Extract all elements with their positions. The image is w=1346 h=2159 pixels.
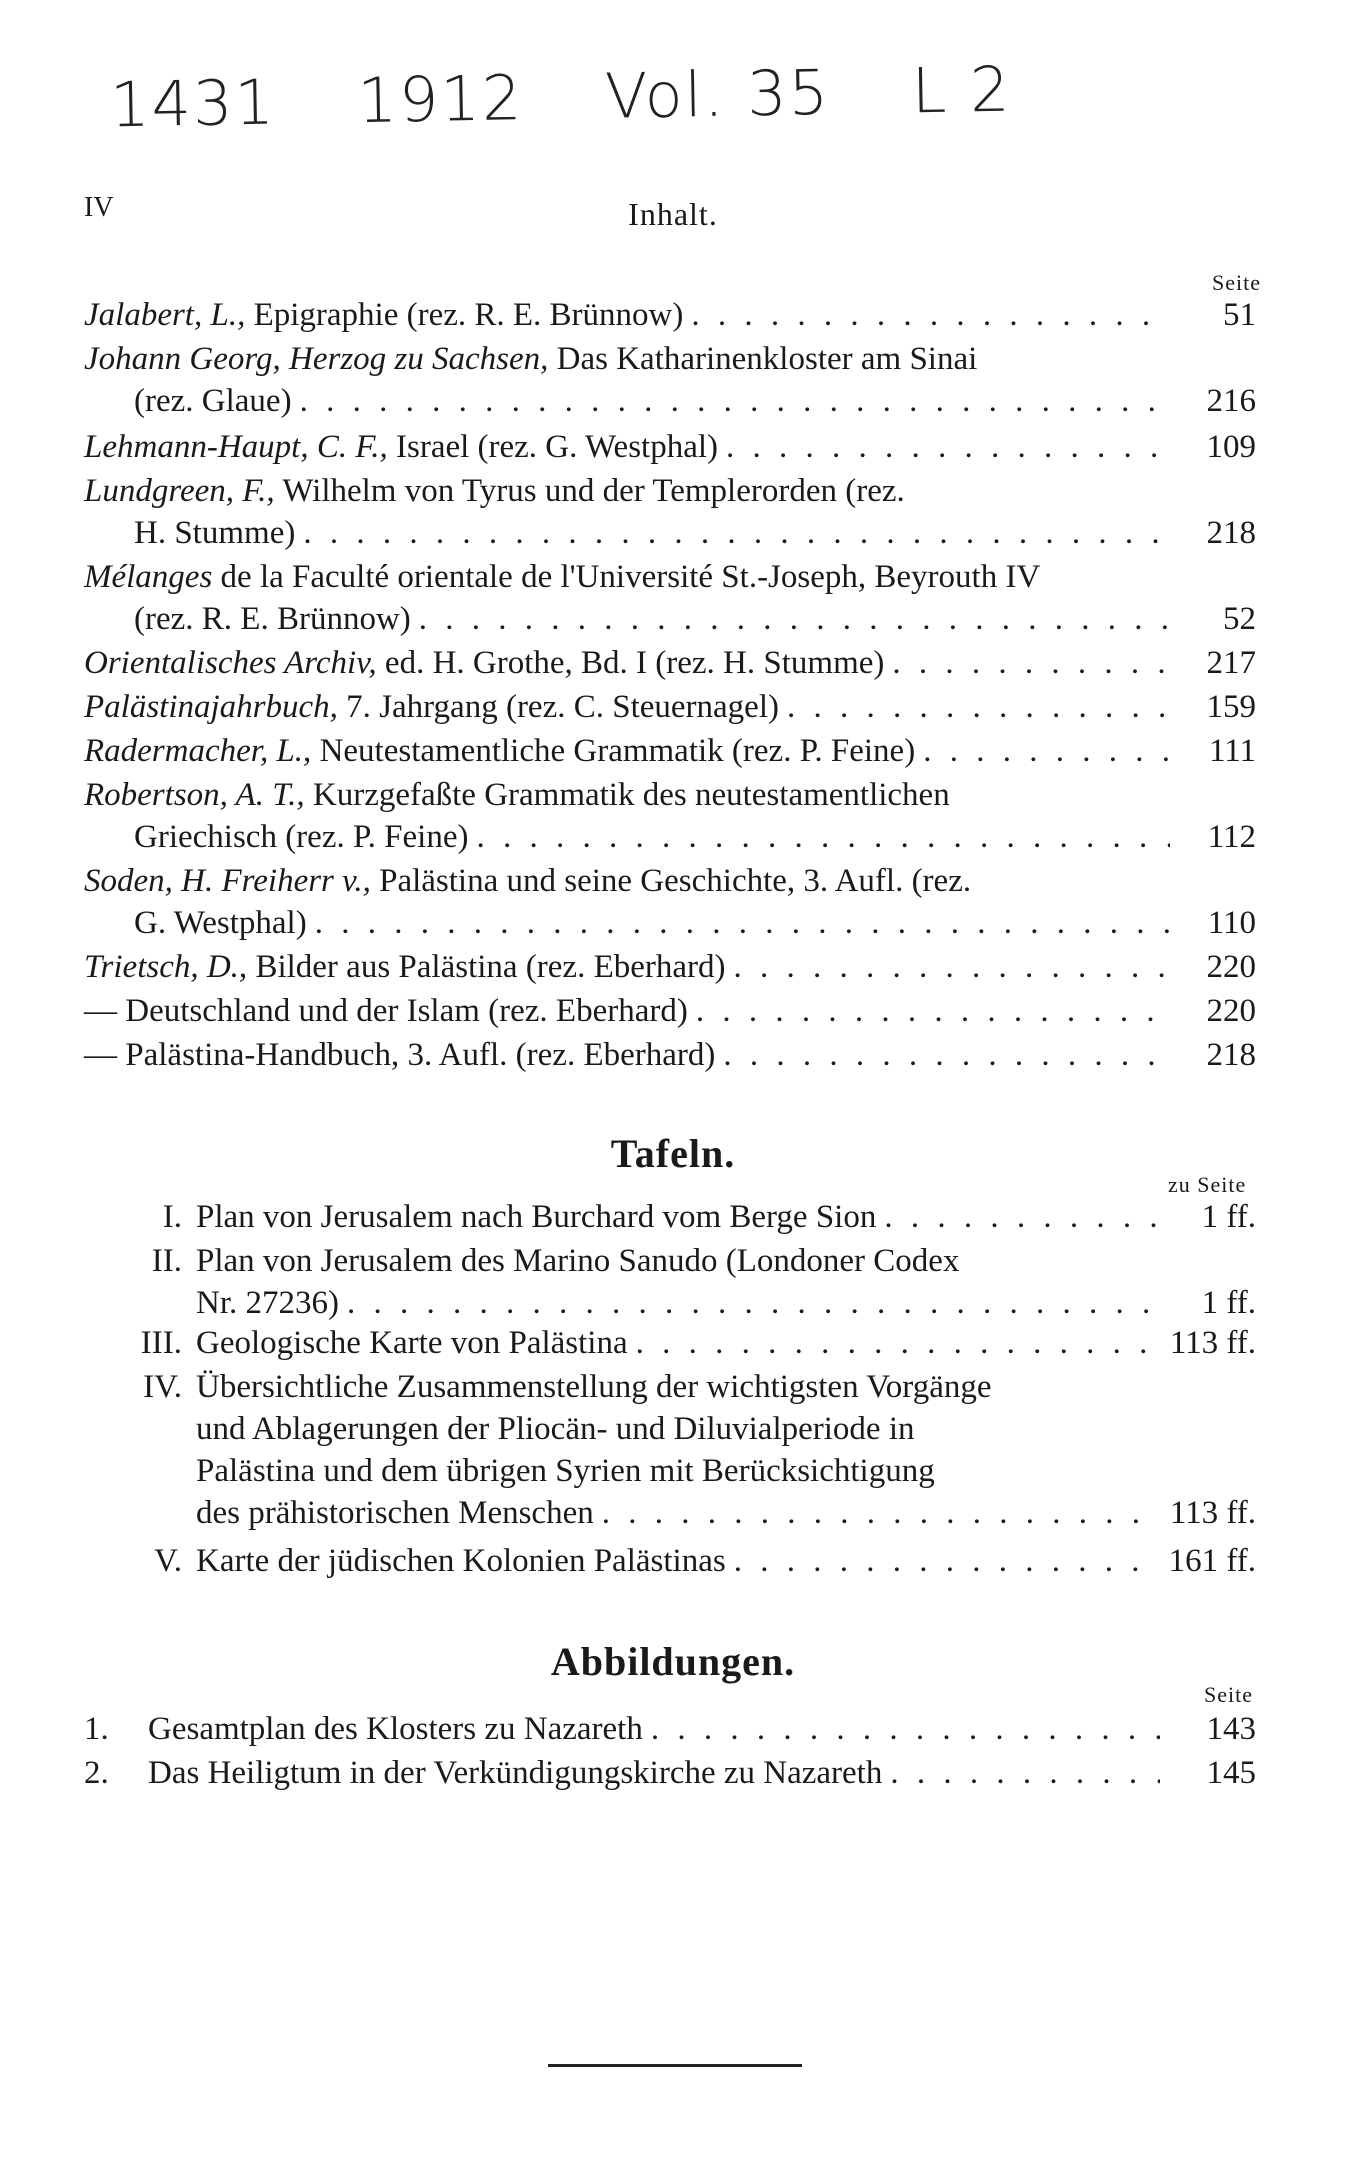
zu-seite-column-label: zu Seite	[1168, 1172, 1247, 1197]
plate-page: 113 ff.	[1169, 1325, 1256, 1361]
plate-title: Karte der jüdischen Kolonien Palästinas	[196, 1543, 726, 1579]
plate-title: Plan von Jerusalem nach Burchard vom Berge Sion	[196, 1199, 877, 1235]
handwritten-shelfmark	[109, 52, 1072, 142]
toc-entry	[84, 774, 1256, 858]
abbildungen-heading: Abbildungen.	[550, 1639, 796, 1684]
bottom-rule	[548, 2064, 802, 2067]
seite-column-label: Seite	[1212, 270, 1261, 295]
shelfmark-year: 1912	[356, 61, 524, 138]
page-title: Inhalt.	[628, 196, 718, 232]
entry-ditto-dash: —	[84, 993, 117, 1029]
entry-page: 220	[1206, 993, 1256, 1029]
abb-seite-column-label: Seite	[1204, 1682, 1253, 1707]
toc-entry	[84, 556, 1256, 640]
entry-title: Deutschland und der Islam (rez. Eberhard)	[125, 993, 688, 1029]
entry-title-cont: G. Westphal)	[134, 905, 307, 941]
entry-title-cont: (rez. R. E. Brünnow)	[134, 601, 411, 637]
entry-author: Soden, H. Freiherr v.,	[84, 863, 371, 899]
shelfmark-number: 1431	[109, 65, 277, 142]
tafeln-heading: Tafeln.	[610, 1131, 736, 1176]
entry-title: Palästina-Handbuch, 3. Aufl. (rez. Eberhard)	[125, 1037, 716, 1073]
plate-item	[84, 1196, 1256, 1238]
entry-author: Mélanges	[84, 559, 213, 595]
entry-title: de la Faculté orientale de l'Université St.-Joseph, Beyrouth IV	[220, 559, 1041, 595]
plate-item	[84, 1322, 1256, 1364]
plate-page: 1 ff.	[1201, 1285, 1256, 1321]
toc-entry	[84, 338, 1256, 422]
entry-author: Orientalisches Archiv,	[84, 645, 377, 681]
figure-page: 145	[1206, 1755, 1256, 1791]
toc-entry	[84, 730, 1256, 772]
toc-entry	[84, 686, 1256, 728]
plate-number: II.	[151, 1243, 182, 1279]
figure-title: Gesamtplan des Klosters zu Nazareth	[148, 1711, 643, 1747]
entry-title: Wilhelm von Tyrus und der Templerorden (rez.	[282, 473, 905, 509]
plate-number: IV.	[143, 1369, 182, 1405]
plate-number: V.	[154, 1543, 182, 1579]
entry-page: 220	[1206, 949, 1256, 985]
entry-page: 51	[1223, 297, 1256, 333]
toc-entry	[84, 642, 1256, 684]
toc-entry	[84, 860, 1256, 944]
figure-title: Das Heiligtum in der Verkündigungskirche zu Nazareth	[148, 1755, 883, 1791]
entry-title: Palästina und seine Geschichte, 3. Aufl. (rez.	[379, 863, 972, 899]
plate-title-cont: des prähistorischen Menschen	[196, 1495, 594, 1531]
toc-entry	[84, 946, 1256, 988]
page-number: IV	[84, 192, 114, 223]
entry-title-cont: (rez. Glaue)	[134, 383, 292, 419]
entry-page: 111	[1208, 733, 1256, 769]
entry-title-cont: H. Stumme)	[134, 515, 296, 551]
figure-item	[84, 1708, 1256, 1750]
toc-entry	[84, 426, 1256, 468]
plate-title-cont: Palästina und dem übrigen Syrien mit Berücksichtigung	[196, 1453, 935, 1489]
figure-number: 2.	[84, 1755, 109, 1791]
entry-author: Johann Georg, Herzog zu Sachsen,	[84, 341, 549, 377]
figure-number: 1.	[84, 1711, 109, 1747]
entry-author: Jalabert, L.,	[84, 297, 246, 333]
toc-entry	[84, 294, 1256, 336]
plate-title: Plan von Jerusalem des Marino Sanudo (Londoner Codex	[196, 1243, 960, 1279]
plate-item	[84, 1366, 1256, 1534]
entry-page: 216	[1206, 383, 1256, 419]
shelfmark-volume: Vol. 35	[604, 55, 831, 133]
plate-title: Übersichtliche Zusammenstellung der wichtigsten Vorgänge	[196, 1369, 992, 1405]
entry-page: 110	[1207, 905, 1256, 941]
entry-page: 109	[1206, 429, 1256, 465]
entry-ditto-dash: —	[84, 1037, 117, 1073]
entry-author: Trietsch, D.,	[84, 949, 248, 985]
entry-title: Epigraphie (rez. R. E. Brünnow)	[253, 297, 684, 333]
entry-author: Lundgreen, F.,	[84, 473, 275, 509]
entry-author: Radermacher, L.,	[84, 733, 312, 769]
plate-page: 161 ff.	[1168, 1543, 1256, 1579]
plate-page: 113 ff.	[1169, 1495, 1256, 1531]
plate-item	[84, 1240, 1256, 1324]
toc-entry	[84, 1034, 1256, 1076]
figure-page: 143	[1206, 1711, 1256, 1747]
toc-entry	[84, 470, 1256, 554]
figure-item	[84, 1752, 1256, 1794]
plate-number: III.	[140, 1325, 182, 1361]
entry-page: 52	[1223, 601, 1256, 637]
entry-title: 7. Jahrgang (rez. C. Steuernagel)	[346, 689, 779, 725]
plate-page: 1 ff.	[1201, 1199, 1256, 1235]
entry-title: ed. H. Grothe, Bd. I (rez. H. Stumme)	[384, 645, 885, 681]
entry-title: Das Katharinenkloster am Sinai	[556, 341, 978, 377]
entry-title: Neutestamentliche Grammatik (rez. P. Feine)	[319, 733, 916, 769]
plate-number: I.	[162, 1199, 182, 1235]
plate-title-cont: und Ablagerungen der Pliocän- und Diluvialperiode in	[196, 1411, 915, 1447]
shelfmark-code: L 2	[911, 52, 1013, 128]
entry-page: 218	[1206, 515, 1256, 551]
entry-page: 112	[1207, 819, 1256, 855]
entry-title-cont: Griechisch (rez. P. Feine)	[134, 819, 469, 855]
entry-author: Palästinajahrbuch,	[84, 689, 338, 725]
entry-title: Israel (rez. G. Westphal)	[396, 429, 719, 465]
entry-page: 217	[1206, 645, 1256, 681]
entry-author: Robertson, A. T.,	[84, 777, 305, 813]
entry-title: Kurzgefaßte Grammatik des neutestamentlichen	[312, 777, 950, 813]
plate-title: Geologische Karte von Palästina	[196, 1325, 628, 1361]
toc-entry	[84, 990, 1256, 1032]
entry-page: 159	[1206, 689, 1256, 725]
entry-page: 218	[1206, 1037, 1256, 1073]
plate-item	[84, 1540, 1256, 1582]
entry-title: Bilder aus Palästina (rez. Eberhard)	[255, 949, 726, 985]
plate-title-cont: Nr. 27236)	[196, 1285, 339, 1321]
entry-author: Lehmann-Haupt, C. F.,	[84, 429, 388, 465]
